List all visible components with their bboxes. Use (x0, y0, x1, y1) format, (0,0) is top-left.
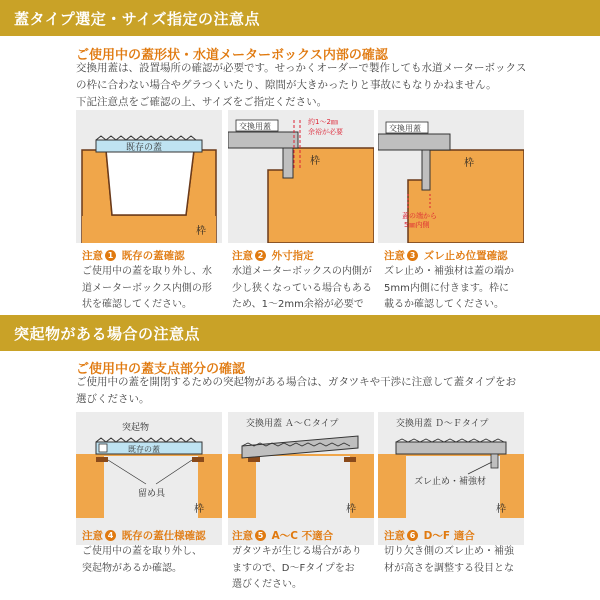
note-title: 既存の蓋仕様確認 (121, 530, 206, 542)
note-2-heading (232, 248, 314, 263)
diagram-type-d-f (378, 412, 524, 545)
frame-label: 枠 (496, 504, 506, 515)
frame-label: 枠 (464, 158, 474, 169)
note-line: 載るか確認してください。 (384, 299, 504, 310)
note-number-badge: 2 (255, 250, 266, 261)
section1-band-title: 蓋タイプ選定・サイズ指定の注意点 (14, 10, 261, 28)
section2-band (0, 315, 600, 351)
frame-label: 枠 (346, 504, 356, 515)
section2-paragraph (76, 374, 546, 408)
note-title: ズレ止め位置確認 (423, 250, 508, 262)
note-line: ご使用中の蓋を取り外し、水 (82, 266, 212, 277)
note-number-badge: 5 (255, 530, 266, 541)
note-line: ため、1～2mm余裕が必要で (232, 299, 364, 310)
note-line: ガタツキが生じる場合があり (232, 546, 362, 557)
lid-label: 既存の蓋 (126, 143, 163, 153)
note-title: 外寸指定 (271, 250, 314, 262)
lid-label: 交換用蓋 (389, 124, 421, 133)
lid-label: 既存の蓋 (128, 445, 160, 454)
note-5-body (232, 544, 382, 594)
note-line: ますので、D～Fタイプをお (232, 562, 355, 574)
note-line: 道メーターボックス内側の形 (82, 282, 212, 294)
lid-type-label: 交換用蓋 Ａ～Ｃタイプ (246, 419, 339, 429)
diagram-type-a-c (228, 412, 374, 545)
note-prefix: 注意 (384, 530, 405, 542)
note-line: 材が高さを調整する役目とな (384, 562, 514, 574)
note-3-heading (384, 248, 508, 263)
note-line: 少し狭くなっている場合もある (232, 282, 372, 294)
section2-title: ご使用中の蓋支点部分の確認 (76, 362, 246, 377)
paragraph-line: 下記注意点をご確認の上、サイズをご指定ください。 (76, 96, 328, 108)
stopper-label: ズレ止め・補強材 (414, 477, 487, 487)
diagram-existing-lid (76, 110, 222, 243)
note-title: 既存の蓋確認 (121, 250, 185, 262)
paragraph-line: ご使用中の蓋を開閉するための突起物がある場合は、ガタツキや干渉に注意して蓋タイプをお (76, 376, 517, 388)
note-number-badge: 6 (407, 530, 418, 541)
note-1-heading (82, 248, 185, 263)
section1-paragraph (76, 60, 546, 111)
note-prefix: 注意 (82, 250, 103, 262)
note-line: 状を確認してください。 (82, 299, 192, 310)
note-line: ズレ止め・補強材は蓋の端か (384, 266, 514, 277)
note-prefix: 注意 (82, 530, 103, 542)
note-line: 切り欠き側のズレ止め・補強 (384, 546, 514, 557)
section1-band (0, 0, 600, 36)
frame-label: 枠 (310, 156, 320, 167)
paragraph-line: 交換用蓋は、設置場所の確認が必要です。せっかくオーダーで製作しても水道メーターボックス (76, 62, 527, 74)
note-line: 水道メーターボックスの内側が (232, 266, 372, 277)
note-title: D～F 適合 (423, 530, 475, 542)
note-number-badge: 1 (105, 250, 116, 261)
section2-band-title: 突起物がある場合の注意点 (14, 325, 201, 343)
paragraph-line: の枠に合わない場合やグラつくいたり、隙間が大きかったりと事故にもなりかねません。 (76, 79, 497, 91)
note-line: 5mm内側に付きます。枠に (384, 282, 510, 294)
section1-title: ご使用中の蓋形状・水道メーターボックス内部の確認 (76, 48, 388, 63)
note-4-body (82, 544, 232, 577)
frame-label: 枠 (194, 504, 204, 515)
note-line: 選びください。 (232, 579, 302, 590)
paragraph-line: 選びください。 (76, 393, 150, 405)
note-6-heading (384, 528, 475, 543)
note-line: 突起物があるか確認。 (82, 562, 182, 574)
note-5-heading (232, 528, 333, 543)
diagram-outer-size (228, 110, 374, 243)
offset-label-2: 5㎜内側 (404, 221, 430, 229)
note-number-badge: 4 (105, 530, 116, 541)
note-4-heading (82, 528, 206, 543)
diagram-protrusion (76, 412, 222, 545)
note-title: A～C 不適合 (271, 530, 334, 542)
offset-label-1: 蓋の端から (402, 212, 437, 220)
note-line: ご使用中の蓋を取り外し、 (82, 546, 202, 557)
diagram-stopper-position (378, 110, 524, 243)
note-1-body (82, 264, 232, 314)
note-6-body (384, 544, 534, 577)
gap-label: 約1～2㎜ (308, 118, 338, 126)
lid-label: 交換用蓋 (239, 122, 271, 131)
lid-type-label: 交換用蓋 Ｄ～Ｆタイプ (396, 419, 489, 429)
margin-label: 余裕が必要 (308, 128, 343, 136)
protrusion-label: 突起物 (122, 423, 150, 433)
note-prefix: 注意 (384, 250, 405, 262)
frame-label: 枠 (196, 226, 206, 237)
note-3-body (384, 264, 534, 314)
note-prefix: 注意 (232, 250, 253, 262)
pin-label: 留め具 (138, 489, 166, 499)
note-number-badge: 3 (407, 250, 418, 261)
note-prefix: 注意 (232, 530, 253, 542)
